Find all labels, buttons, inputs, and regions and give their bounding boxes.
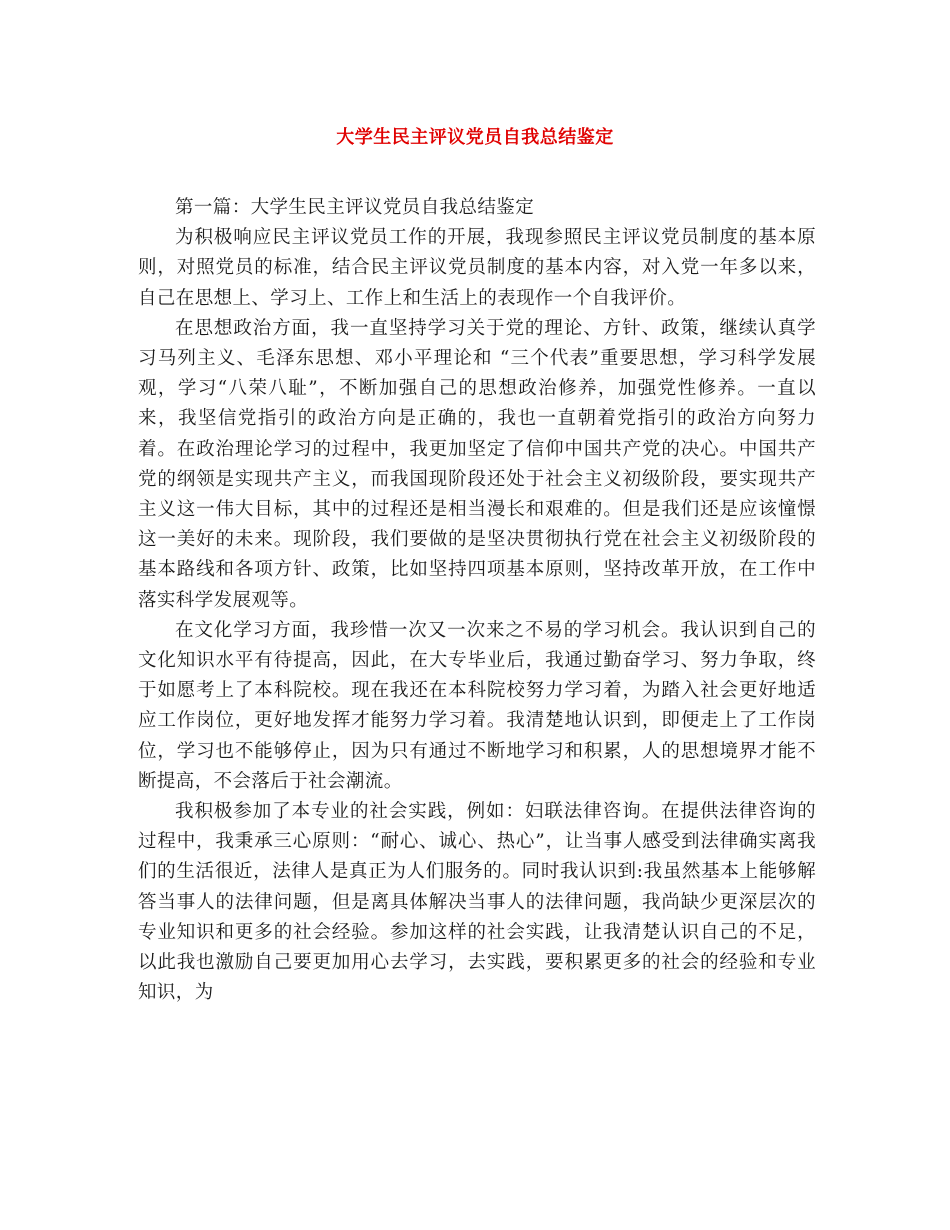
paragraph-intro: 为积极响应民主评议党员工作的开展，我现参照民主评议党员制度的基本原则，对照党员的标准，结合民主评议党员制度的基本内容，对入党一年多以来，自己在思想上、学习上、工作上和生活上的表现作一个自我评价。 — [138, 227, 816, 309]
document-body — [138, 193, 816, 1008]
document-title: 大学生民主评议党员自我总结鉴定 — [336, 127, 614, 148]
paragraph-politics: 在思想政治方面，我一直坚持学习关于党的理论、方针、政策，继续认真学习马列主义、毛泽东思想、邓小平理论和 “三个代表”重要思想，学习科学发展观，学习“八荣八耻”，不断加强自己的思想政治修养，加强党性修养。一直以来，我坚信党指引的政治方向是正确的，我也一直朝着党指引的政治方向努力着。在政治理论学习的过程中，我更加坚定了信仰中国共产党的决心。中国共产党的纲领是实现共产主义，而我国现阶段还处于社会主义初级阶段，要实现共产主义这一伟大目标，其中的过程还是相当漫长和艰难的。但是我们还是应该憧憬这一美好的未来。现阶段，我们要做的是坚决贯彻执行党在社会主义初级阶段的基本路线和各项方针、政策，比如坚持四项基本原则，坚持改革开放，在工作中落实科学发展观等。 — [138, 317, 816, 611]
paragraph-practice: 我积极参加了本专业的社会实践，例如：妇联法律咨询。在提供法律咨询的过程中，我秉承三心原则：“耐心、诚心、热心”，让当事人感受到法律确实离我们的生活很近，法律人是真正为人们服务的。同时我认识到:我虽然基本上能够解答当事人的法律问题，但是离具体解决当事人的法律问题，我尚缺少更深层次的专业知识和更多的社会经验。参加这样的社会实践，让我清楚认识自己的不足，以此我也激励自己要更加用心去学习，去实践，要积累更多的社会的经验和专业知识，为 — [138, 801, 816, 1004]
paragraph-study: 在文化学习方面，我珍惜一次又一次来之不易的学习机会。我认识到自己的文化知识水平有待提高，因此，在大专毕业后，我通过勤奋学习、努力争取，终于如愿考上了本科院校。现在我还在本科院校努力学习着，为踏入社会更好地适应工作岗位，更好地发挥才能努力学习着。我清楚地认识到，即便走上了工作岗位，学习也不能够停止，因为只有通过不断地学习和积累，人的思想境界才能不断提高，不会落后于社会潮流。 — [138, 619, 816, 792]
section-heading: 第一篇：大学生民主评议党员自我总结鉴定 — [175, 197, 535, 218]
